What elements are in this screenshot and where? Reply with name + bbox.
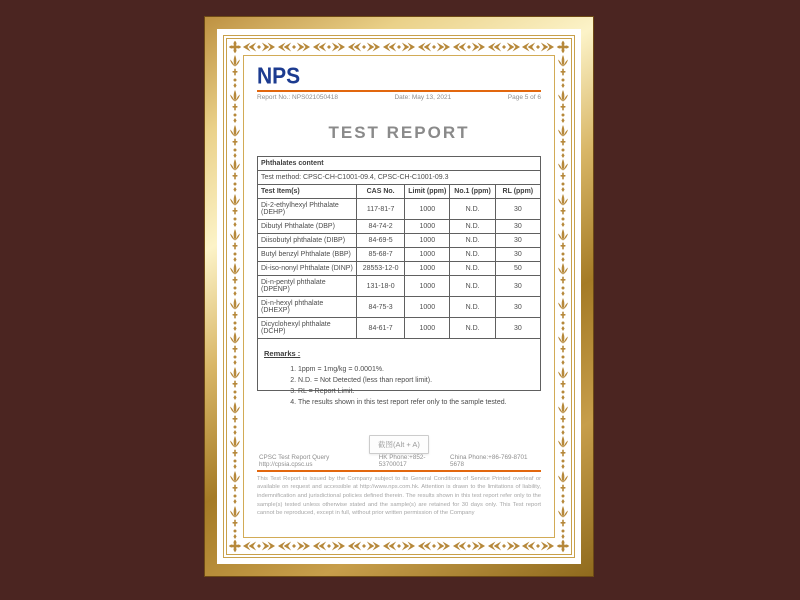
- report-page-number: Page 5 of 6: [507, 94, 541, 101]
- table-row: [258, 318, 541, 339]
- nps-logo: NPS: [257, 64, 301, 90]
- table-caption-row: [258, 157, 541, 171]
- cell-rl: 50: [495, 262, 540, 276]
- cell-no1: N.D.: [450, 220, 495, 234]
- cell-rl: 30: [495, 297, 540, 318]
- remarks-heading: Remarks :: [264, 349, 301, 358]
- ornament-corner-icon: [228, 40, 242, 54]
- remark-item: 1. 1ppm = 1mg/kg = 0.0001%.: [298, 365, 534, 376]
- remark-item: 3. RL = Report Limit.: [298, 387, 534, 398]
- cell-item: Di-n-pentyl phthalate (DPENP): [258, 276, 357, 297]
- test-method: Test method: CPSC-CH-C1001-09.4, CPSC-CH-C1001-09.3: [261, 174, 449, 181]
- header-orange-rule: [257, 90, 541, 92]
- page-title: TEST REPORT: [328, 123, 470, 142]
- frame-white-margin: [217, 29, 581, 564]
- cpsc-query-link: CPSC Test Report Query http://cpsia.cpsc.us: [259, 453, 330, 468]
- cell-item: Di-n-hexyl phthalate (DHEXP): [258, 297, 357, 318]
- certificate-frame: [204, 16, 594, 577]
- col-header-rl: RL (ppm): [495, 185, 540, 199]
- cell-rl: 30: [495, 234, 540, 248]
- cell-cas: 84-75-3: [357, 297, 405, 318]
- cell-limit: 1000: [405, 297, 450, 318]
- table-row: [258, 234, 541, 248]
- cell-no1: N.D.: [450, 248, 495, 262]
- cell-cas: 28553-12-0: [357, 262, 405, 276]
- cell-limit: 1000: [405, 276, 450, 297]
- cell-cas: 117-81-7: [357, 199, 405, 220]
- footer-orange-rule: [257, 470, 541, 472]
- footer-contact-row: [257, 454, 541, 468]
- ornament-border-left: [228, 54, 242, 539]
- col-header-cas: CAS No.: [357, 185, 405, 199]
- ornament-border-top: [242, 40, 556, 54]
- report-date: Date: May 13, 2021: [394, 94, 452, 101]
- footer-disclaimer: This Test Report is issued by the Company subject to its General Conditions of Service Printed overleaf or available on request and accessible at http://www.nps.com.hk. Attention is drawn to the limitations of liability, indemnification and jurisdictional policies defined therein. The results shown in this test report refer only to the sample(s) tested unless otherwise stated and the sample(s) are retained for 30 days only. This Test report cannot be reproduced, except in full, without prior written permission of the Company: [257, 475, 541, 517]
- cell-rl: 30: [495, 248, 540, 262]
- cell-no1: N.D.: [450, 297, 495, 318]
- cell-rl: 30: [495, 276, 540, 297]
- cell-no1: N.D.: [450, 276, 495, 297]
- remarks-list: [298, 365, 534, 408]
- col-header-item: Test Item(s): [258, 185, 357, 199]
- table-method-row: [258, 171, 541, 185]
- hk-phone: HK Phone:+852-53700017: [378, 453, 426, 468]
- cell-rl: 30: [495, 220, 540, 234]
- cell-limit: 1000: [405, 220, 450, 234]
- cell-cas: 131-18-0: [357, 276, 405, 297]
- table-row: [258, 276, 541, 297]
- cell-limit: 1000: [405, 248, 450, 262]
- cell-cas: 85-68-7: [357, 248, 405, 262]
- cell-no1: N.D.: [450, 199, 495, 220]
- report-number: Report No.: NPS021050418: [257, 94, 338, 101]
- cell-rl: 30: [495, 318, 540, 339]
- cell-cas: 84-69-5: [357, 234, 405, 248]
- cell-no1: N.D.: [450, 318, 495, 339]
- report-page: [243, 55, 555, 538]
- cell-item: Diisobutyl phthalate (DIBP): [258, 234, 357, 248]
- ornament-border-bottom: [242, 539, 556, 553]
- cell-item: Di-iso-nonyl Phthalate (DINP): [258, 262, 357, 276]
- table-caption: Phthalates content: [261, 160, 324, 167]
- table-row: [258, 248, 541, 262]
- table-header-row: [258, 185, 541, 199]
- cell-item: Dibutyl Phthalate (DBP): [258, 220, 357, 234]
- ornament-corner-icon: [556, 40, 570, 54]
- cell-no1: N.D.: [450, 262, 495, 276]
- cell-item: Butyl benzyl Phthalate (BBP): [258, 248, 357, 262]
- cell-limit: 1000: [405, 318, 450, 339]
- table-row: [258, 199, 541, 220]
- col-header-no1: No.1 (ppm): [450, 185, 495, 199]
- cell-rl: 30: [495, 199, 540, 220]
- remark-item: 4. The results shown in this test report refer only to the sample tested.: [298, 398, 534, 409]
- ornament-corner-icon: [228, 539, 242, 553]
- cell-item: Dicyclohexyl phthalate (DCHP): [258, 318, 357, 339]
- cell-item: Di-2-ethylhexyl Phthalate (DEHP): [258, 199, 357, 220]
- screenshot-tooltip-button[interactable]: 截图(Alt + A): [369, 435, 429, 454]
- col-header-limit: Limit (ppm): [405, 185, 450, 199]
- phthalates-table: [257, 156, 541, 339]
- table-row: [258, 297, 541, 318]
- table-row: [258, 220, 541, 234]
- cell-limit: 1000: [405, 199, 450, 220]
- cell-limit: 1000: [405, 262, 450, 276]
- cell-cas: 84-74-2: [357, 220, 405, 234]
- cell-no1: N.D.: [450, 234, 495, 248]
- cell-cas: 84-61-7: [357, 318, 405, 339]
- ornament-border-right: [556, 54, 570, 539]
- ornament-corner-icon: [556, 539, 570, 553]
- china-phone: China Phone:+86-769-8701 5678: [450, 453, 528, 468]
- frame-pinstripe-outer: [223, 35, 575, 558]
- table-row: [258, 262, 541, 276]
- cell-limit: 1000: [405, 234, 450, 248]
- report-meta-row: [257, 94, 541, 101]
- remarks-section: [257, 338, 541, 406]
- remark-item: 2. N.D. = Not Detected (less than report limit).: [298, 376, 534, 387]
- frame-pinstripe-inner: [226, 38, 572, 555]
